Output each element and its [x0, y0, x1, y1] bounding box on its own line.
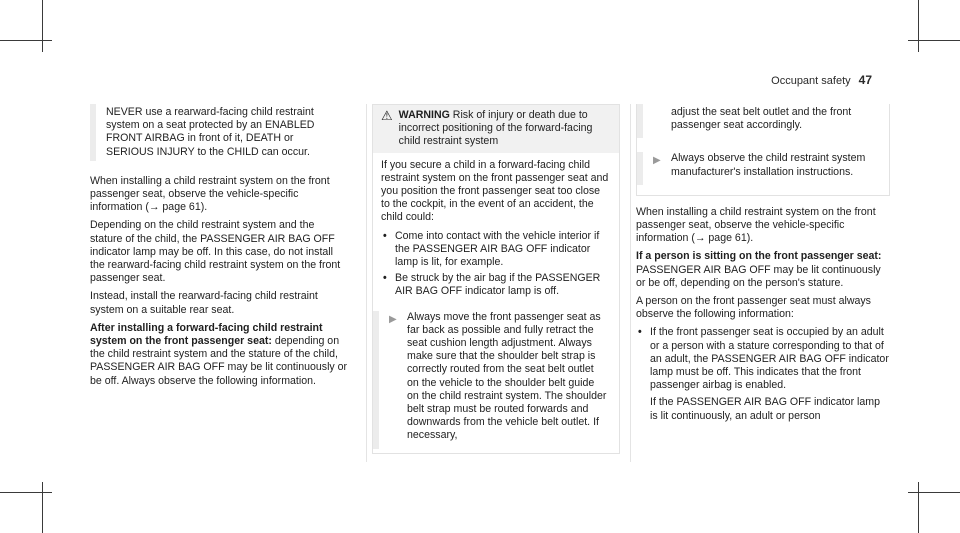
list-item	[381, 272, 611, 298]
column-left	[90, 104, 348, 393]
instruction-text: Always observe the child restraint system manufacturer's installation instructions.	[671, 152, 866, 178]
warning-head-text: Risk of injury or death due to incorrect positioning of the forward-facing child restraint system	[398, 109, 593, 148]
warning-box-continued	[636, 104, 890, 196]
instruction-block	[637, 104, 881, 138]
column-middle	[372, 104, 620, 454]
instruction-block	[373, 311, 611, 449]
bullet-icon: •	[638, 326, 642, 339]
instruction-text: adjust the seat belt outlet and the front passenger seat accordingly.	[671, 106, 852, 132]
paragraph-heading: After installing a forward-facing child restraint system on the front passenger seat:	[90, 321, 323, 348]
page-header	[762, 73, 872, 87]
notice-text: NEVER use a rearward-facing child restraint system on a seat protected by an ENABLED FRONT AIRBAG in front of it, DEATH or SERIOUS INJURY to the CHILD can occur.	[106, 106, 315, 158]
notice-box	[90, 104, 348, 161]
warning-header	[373, 105, 619, 153]
warning-heading	[399, 109, 611, 149]
paragraph: Depending on the child restraint system and the stature of the child, the PASSENGER AIR BAG OFF indicator lamp may be off. In this case, do not install the rearward-facing child restraint system on the front passenger seat.	[90, 219, 341, 285]
paragraph: When installing a child restraint system on the front passenger seat, observe the vehicle-specific information (→ page 61).	[90, 174, 330, 214]
list-item-continuation: If the PASSENGER AIR BAG OFF indicator lamp is lit continuously, an adult or person	[650, 396, 880, 422]
crop-mark	[42, 482, 43, 533]
list-item-text: Come into contact with the vehicle interior if the PASSENGER AIR BAG OFF indicator lamp is lit, for example.	[395, 229, 600, 269]
paragraph-text: PASSENGER AIR BAG OFF may be lit continuously or be off, depending on the person's stature.	[636, 263, 881, 289]
paragraph: Instead, install the rearward-facing child restraint system on a suitable rear seat.	[90, 290, 318, 316]
column-right	[636, 104, 890, 429]
list-item	[381, 230, 611, 270]
play-arrow-icon: ▶	[653, 155, 661, 167]
list-item	[636, 326, 890, 422]
bullet-icon: •	[383, 272, 387, 285]
play-arrow-icon: ▶	[389, 313, 397, 325]
paragraph-text: depending on the child restraint system and the stature of the child, PASSENGER AIR BAG OFF may be lit continuously or be off. Always observe the following information.	[90, 335, 348, 387]
crop-mark	[0, 40, 52, 41]
column-divider	[630, 104, 631, 462]
paragraph: A person on the front passenger seat must always observe the following information:	[636, 295, 871, 321]
warning-box	[372, 104, 620, 454]
warning-triangle-icon: ⚠	[381, 108, 393, 123]
paragraph	[636, 250, 890, 290]
page-number: 47	[858, 73, 872, 87]
column-divider	[366, 104, 367, 462]
paragraph: When installing a child restraint system on the front passenger seat, observe the vehicle-specific information (→ page 61).	[636, 205, 876, 245]
warning-body	[373, 153, 619, 453]
crop-mark	[918, 482, 919, 533]
bullet-list	[381, 230, 611, 299]
warning-title: WARNING	[398, 109, 450, 121]
bullet-icon: •	[383, 229, 387, 242]
list-item-text: Be struck by the air bag if the PASSENGER AIR BAG OFF indicator lamp is off.	[395, 272, 601, 298]
bullet-list	[636, 326, 890, 422]
list-item-text: If the front passenger seat is occupied by an adult or a person with a stature corresponding to that of an adult, the PASSENGER AIR BAG OFF indicator lamp must be off. This indicates that the front passenger airbag is enabled.	[650, 326, 889, 392]
crop-mark	[908, 40, 960, 41]
crop-mark	[0, 492, 52, 493]
section-title: Occupant safety	[771, 75, 851, 87]
crop-mark	[918, 0, 919, 52]
crop-mark	[908, 492, 960, 493]
paragraph-heading: If a person is sitting on the front passenger seat:	[636, 250, 882, 263]
paragraph: If you secure a child in a forward-facing child restraint system on the front passenger seat and you position the front passenger seat too close to the cockpit, in the event of an accident, the child could:	[381, 158, 609, 224]
paragraph	[90, 322, 348, 388]
instruction-text: Always move the front passenger seat as far back as possible and fully retract the seat cushion length adjustment. Always make sure that the shoulder belt strap is correctly routed from the seat belt outlet on the vehicle to the shoulder belt guide on the child restraint system. The shoulder belt strap must be routed forwards and downwards from the vehicle belt outlet. If necessary,	[407, 310, 607, 442]
instruction-block	[637, 152, 881, 184]
crop-mark	[42, 0, 43, 52]
